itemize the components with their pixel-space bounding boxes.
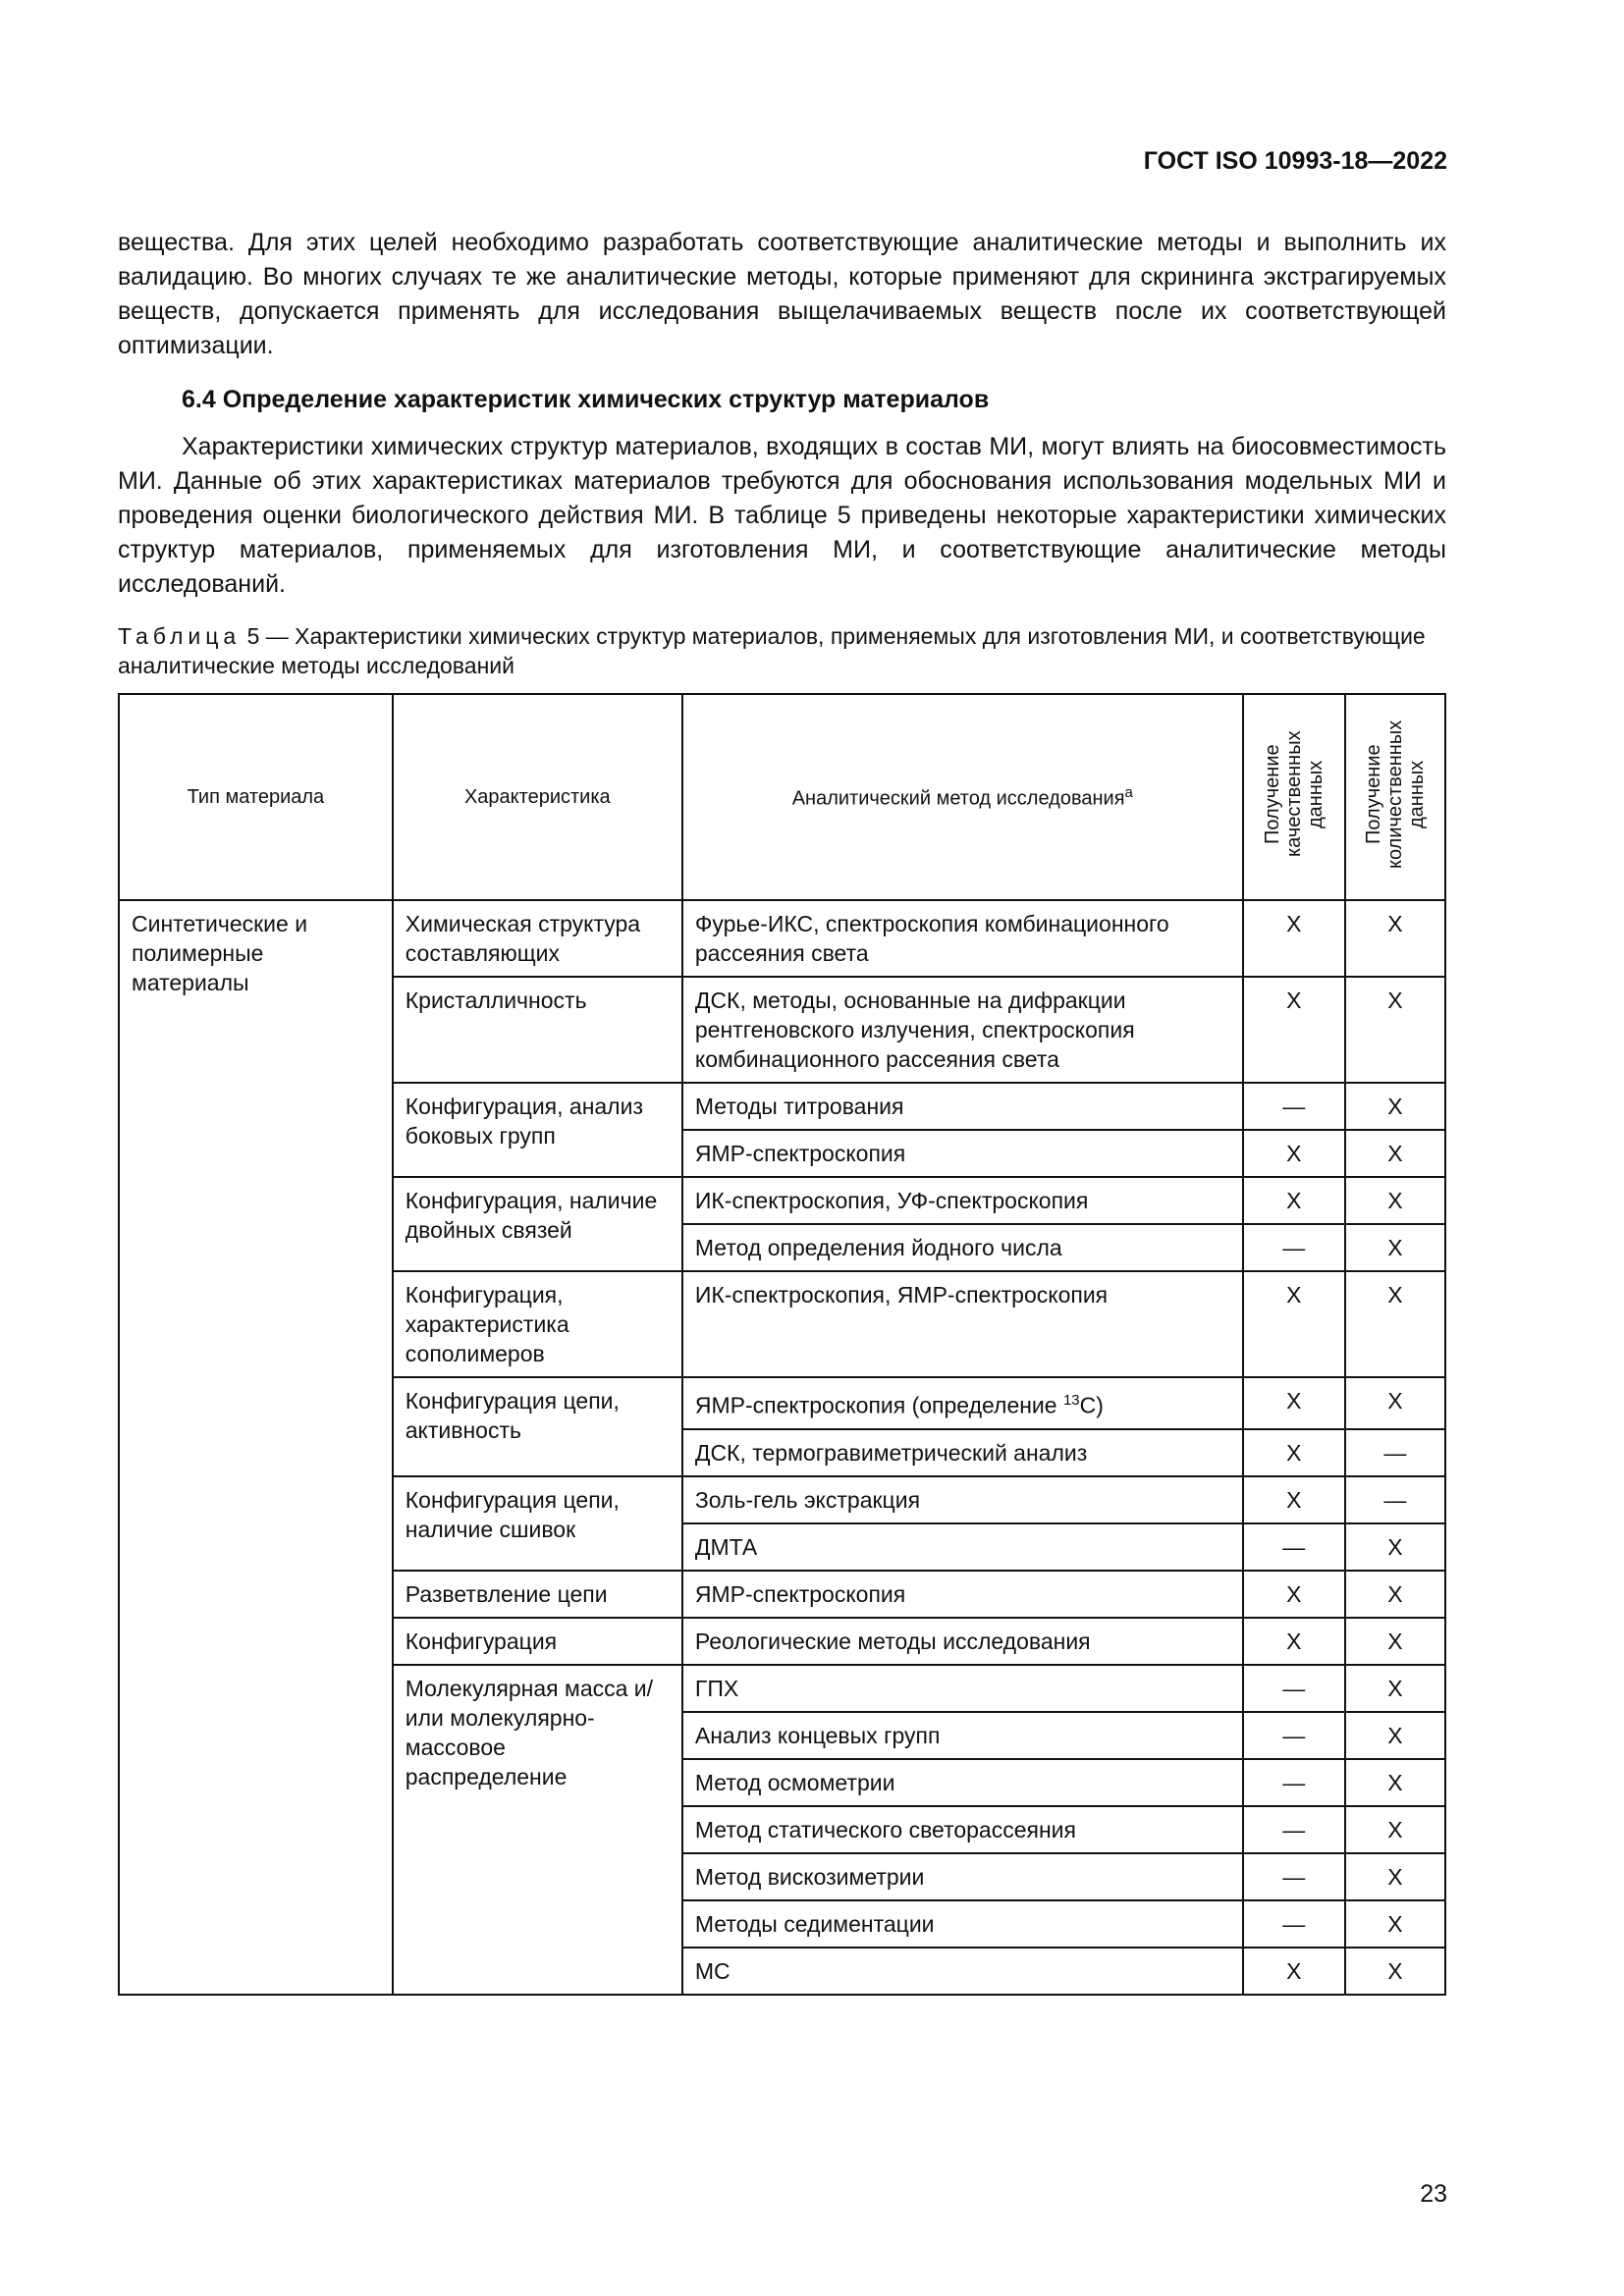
method-cell: ДСК, методы, основанные на дифракции рентгеновского излучения, спектроскопия комбинационного рассеяния света bbox=[682, 977, 1243, 1083]
quantitative-cell: X bbox=[1345, 1806, 1445, 1853]
qualitative-cell: X bbox=[1243, 1476, 1345, 1523]
quantitative-cell: X bbox=[1345, 1523, 1445, 1571]
method-cell: ДМТА bbox=[682, 1523, 1243, 1571]
header-quantitative bbox=[1345, 694, 1445, 900]
qualitative-cell: X bbox=[1243, 1130, 1345, 1177]
method-cell: Фурье-ИКС, спектроскопия комбинационного рассеяния света bbox=[682, 900, 1243, 977]
quantitative-cell: X bbox=[1345, 1618, 1445, 1665]
method-cell: Метод статического светорассеяния bbox=[682, 1806, 1243, 1853]
characteristic-cell: Конфигурация цепи, активность bbox=[393, 1377, 682, 1476]
method-cell: Методы титрования bbox=[682, 1083, 1243, 1130]
qualitative-cell: — bbox=[1243, 1759, 1345, 1806]
qualitative-cell: X bbox=[1243, 900, 1345, 977]
characteristic-cell: Конфигурация, наличие двойных связей bbox=[393, 1177, 682, 1271]
material-type-cell: Синтетические и полимерные материалы bbox=[119, 900, 393, 1995]
table-row bbox=[119, 900, 1445, 977]
header-characteristic: Характеристика bbox=[393, 694, 682, 900]
method-cell: МС bbox=[682, 1948, 1243, 1995]
quantitative-cell: — bbox=[1345, 1476, 1445, 1523]
quantitative-cell: X bbox=[1345, 1177, 1445, 1224]
isotope-superscript: 13 bbox=[1062, 1392, 1080, 1409]
quantitative-cell: X bbox=[1345, 1224, 1445, 1271]
method-cell: Золь-гель экстракция bbox=[682, 1476, 1243, 1523]
qualitative-cell: — bbox=[1243, 1900, 1345, 1948]
method-cell bbox=[682, 1377, 1243, 1429]
quantitative-cell: X bbox=[1345, 1948, 1445, 1995]
characteristics-table bbox=[118, 693, 1446, 1996]
characteristic-cell: Разветвление цепи bbox=[393, 1571, 682, 1618]
table-caption bbox=[118, 621, 1446, 680]
page-number: 23 bbox=[1420, 2180, 1447, 2208]
table-header-row bbox=[119, 694, 1445, 900]
qualitative-cell: X bbox=[1243, 1618, 1345, 1665]
quantitative-cell: X bbox=[1345, 1665, 1445, 1712]
qualitative-cell: X bbox=[1243, 1177, 1345, 1224]
method-cell: ГПХ bbox=[682, 1665, 1243, 1712]
method-cell: ЯМР-спектроскопия bbox=[682, 1571, 1243, 1618]
qualitative-cell: X bbox=[1243, 1377, 1345, 1429]
qualitative-cell: — bbox=[1243, 1665, 1345, 1712]
qualitative-cell: X bbox=[1243, 1948, 1345, 1995]
paragraph-continuation: вещества. Для этих целей необходимо разработать соответствующие аналитические методы и выполнить их валидацию. Во многих случаях те же аналитические методы, которые применяют для скрининга экстрагируемых веществ, допускается применять для исследования выщелачиваемых веществ после их соответствующей оптимизации. bbox=[118, 229, 1446, 359]
table-body bbox=[119, 900, 1445, 1995]
characteristic-cell: Химическая структура составляющих bbox=[393, 900, 682, 977]
quantitative-cell: X bbox=[1345, 1271, 1445, 1377]
header-qualitative-label: Получение качественных данных bbox=[1261, 730, 1326, 858]
qualitative-cell: — bbox=[1243, 1712, 1345, 1759]
quantitative-cell: X bbox=[1345, 1083, 1445, 1130]
qualitative-cell: — bbox=[1243, 1853, 1345, 1900]
table-caption-text: 5 — Характеристики химических структур материалов, применяемых для изготовления МИ, и соответствующие аналитические методы исследований bbox=[118, 623, 1426, 678]
method-cell: Метод вискозиметрии bbox=[682, 1853, 1243, 1900]
method-cell: ЯМР-спектроскопия bbox=[682, 1130, 1243, 1177]
quantitative-cell: X bbox=[1345, 1377, 1445, 1429]
characteristic-cell: Конфигурация bbox=[393, 1618, 682, 1665]
qualitative-cell: — bbox=[1243, 1224, 1345, 1271]
quantitative-cell: X bbox=[1345, 1712, 1445, 1759]
header-method-label: Аналитический метод исследования bbox=[791, 787, 1125, 810]
method-cell: ИК-спектроскопия, УФ-спектроскопия bbox=[682, 1177, 1243, 1224]
quantitative-cell: X bbox=[1345, 1900, 1445, 1948]
method-cell: Анализ концевых групп bbox=[682, 1712, 1243, 1759]
method-cell: Метод осмометрии bbox=[682, 1759, 1243, 1806]
quantitative-cell: X bbox=[1345, 1571, 1445, 1618]
table-caption-label: Таблица bbox=[118, 623, 242, 649]
section-heading: 6.4 Определение характеристик химических структур материалов bbox=[182, 386, 990, 413]
qualitative-cell: — bbox=[1243, 1523, 1345, 1571]
qualitative-cell: — bbox=[1243, 1083, 1345, 1130]
header-qualitative bbox=[1243, 694, 1345, 900]
header-material-type: Тип материала bbox=[119, 694, 393, 900]
characteristic-cell: Конфигурация, анализ боковых групп bbox=[393, 1083, 682, 1177]
section-paragraph: Характеристики химических структур материалов, входящих в состав МИ, могут влиять на биосовместимость МИ. Данные об этих характеристиках материалов требуются для обоснования использования модельных МИ и проведения оценки биологического действия МИ. В таблице 5 приведены некоторые характеристики химических структур материалов, применяемых для изготовления МИ, и соответствующие аналитические методы исследований. bbox=[118, 433, 1446, 598]
header-method bbox=[682, 694, 1243, 900]
quantitative-cell: — bbox=[1345, 1429, 1445, 1476]
quantitative-cell: X bbox=[1345, 1130, 1445, 1177]
quantitative-cell: X bbox=[1345, 977, 1445, 1083]
method-text-end: C) bbox=[1079, 1392, 1104, 1418]
qualitative-cell: X bbox=[1243, 1571, 1345, 1618]
quantitative-cell: X bbox=[1345, 900, 1445, 977]
characteristic-cell: Кристалличность bbox=[393, 977, 682, 1083]
method-text: ЯМР-спектроскопия (определение bbox=[694, 1392, 1063, 1418]
qualitative-cell: X bbox=[1243, 1429, 1345, 1476]
quantitative-cell: X bbox=[1345, 1853, 1445, 1900]
qualitative-cell: — bbox=[1243, 1806, 1345, 1853]
method-cell: Методы седиментации bbox=[682, 1900, 1243, 1948]
characteristic-cell: Конфигурация цепи, наличие сшивок bbox=[393, 1476, 682, 1571]
characteristic-cell: Конфигурация, характеристика сополимеров bbox=[393, 1271, 682, 1377]
header-method-footnote: a bbox=[1124, 783, 1133, 801]
method-cell: Реологические методы исследования bbox=[682, 1618, 1243, 1665]
method-cell: ДСК, термогравиметрический анализ bbox=[682, 1429, 1243, 1476]
quantitative-cell: X bbox=[1345, 1759, 1445, 1806]
header-quantitative-label: Получение количественных данных bbox=[1362, 720, 1428, 869]
method-cell: Метод определения йодного числа bbox=[682, 1224, 1243, 1271]
qualitative-cell: X bbox=[1243, 977, 1345, 1083]
characteristic-cell: Молекулярная масса и/или молекулярно-массовое распределение bbox=[393, 1665, 682, 1995]
method-cell: ИК-спектроскопия, ЯМР-спектроскопия bbox=[682, 1271, 1243, 1377]
qualitative-cell: X bbox=[1243, 1271, 1345, 1377]
document-id: ГОСТ ISO 10993-18—2022 bbox=[1143, 147, 1447, 175]
